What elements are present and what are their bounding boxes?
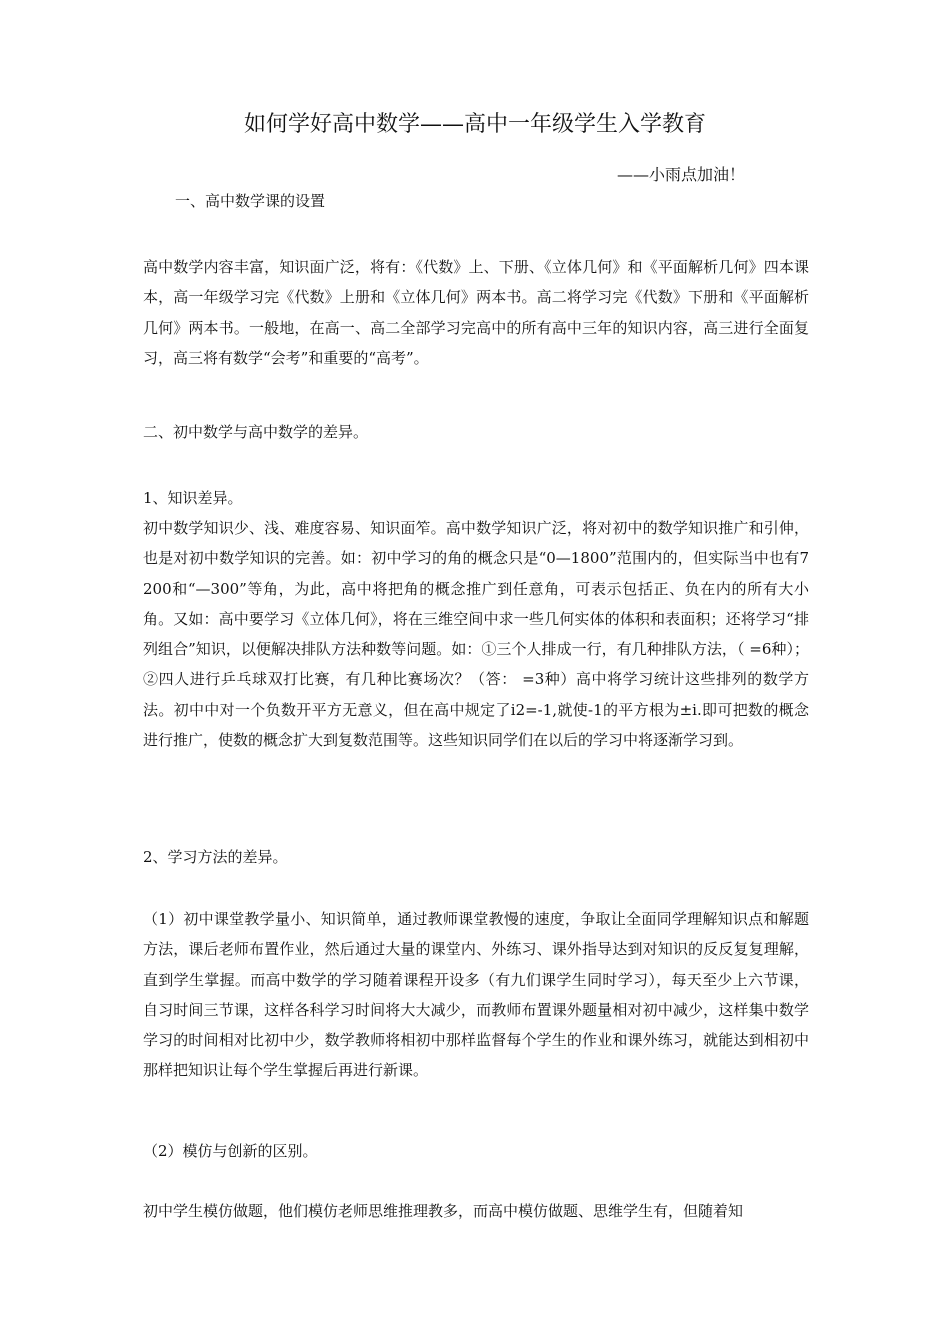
section-one-heading: 一、高中数学课的设置	[175, 192, 326, 210]
knowledge-difference-heading: 1、知识差异。	[143, 489, 243, 507]
knowledge-difference-paragraph: 初中数学知识少、浅、难度容易、知识面笮。高中数学知识广泛，将对初中的数学知识推广和引伸，也是对初中数学知识的完善。如：初中学习的角的概念只是“0—1800”范围内的，但实际当中也有7200和“—300”等角，为此，高中将把角的概念推广到任意角，可表示包括正、负在内的所有大小角。又如：高中要学习《立体几何》，将在三维空间中求一些几何实体的体积和表面积；还将学习“排列组合”知识，以便解决排队方法种数等问题。如：①三个人排成一行，有几种排队方法，（ =6种）；②四人进行乒乓球双打比赛，有几种比赛场次？（答： =3种）高中将学习统计这些排列的数学方法。初中中对一个负数开平方无意义，但在高中规定了i2=-1,就使-1的平方根为±i.即可把数的概念进行推广，使数的概念扩大到复数范围等。这些知识同学们在以后的学习中将逐渐学习到。	[143, 519, 809, 750]
section-one-paragraph: 高中数学内容丰富，知识面广泛，将有：《代数》上、下册、《立体几何》和《平面解析几何》四本课本，高一年级学习完《代数》上册和《立体几何》两本书。高二将学习完《代数》下册和《平面解析几何》两本书。一般地，在高一、高二全部学习完高中的所有高中三年的知识内容，高三进行全面复习，高三将有数学“会考”和重要的“高考”。	[143, 258, 809, 367]
author-signature: ——小雨点加油！	[616, 165, 745, 184]
method-item-two-paragraph: 初中学生模仿做题，他们模仿老师思维推理教多，而高中模仿做题、思维学生有，但随着知	[143, 1202, 744, 1220]
method-item-one-paragraph: （1）初中课堂教学量小、知识简单，通过教师课堂教慢的速度，争取让全面同学理解知识点和解题方法，课后老师布置作业，然后通过大量的课堂内、外练习、课外指导达到对知识的反反复复理解，直到学生掌握。而高中数学的学习随着课程开设多（有九们课学生同时学习），每天至少上六节课，自习时间三节课，这样各科学习时间将大大减少，而教师布置课外题量相对初中减少，这样集中数学学习的时间相对比初中少，数学教师将相初中那样监督每个学生的作业和课外练习，就能达到相初中那样把知识让每个学生掌握后再进行新课。	[143, 910, 809, 1080]
section-two-heading: 二、初中数学与高中数学的差异。	[143, 423, 369, 441]
document-title: 如何学好高中数学——高中一年级学生入学教育	[243, 112, 706, 137]
method-item-two-heading: （2）模仿与创新的区别。	[143, 1142, 318, 1160]
method-difference-heading: 2、学习方法的差异。	[143, 848, 288, 866]
